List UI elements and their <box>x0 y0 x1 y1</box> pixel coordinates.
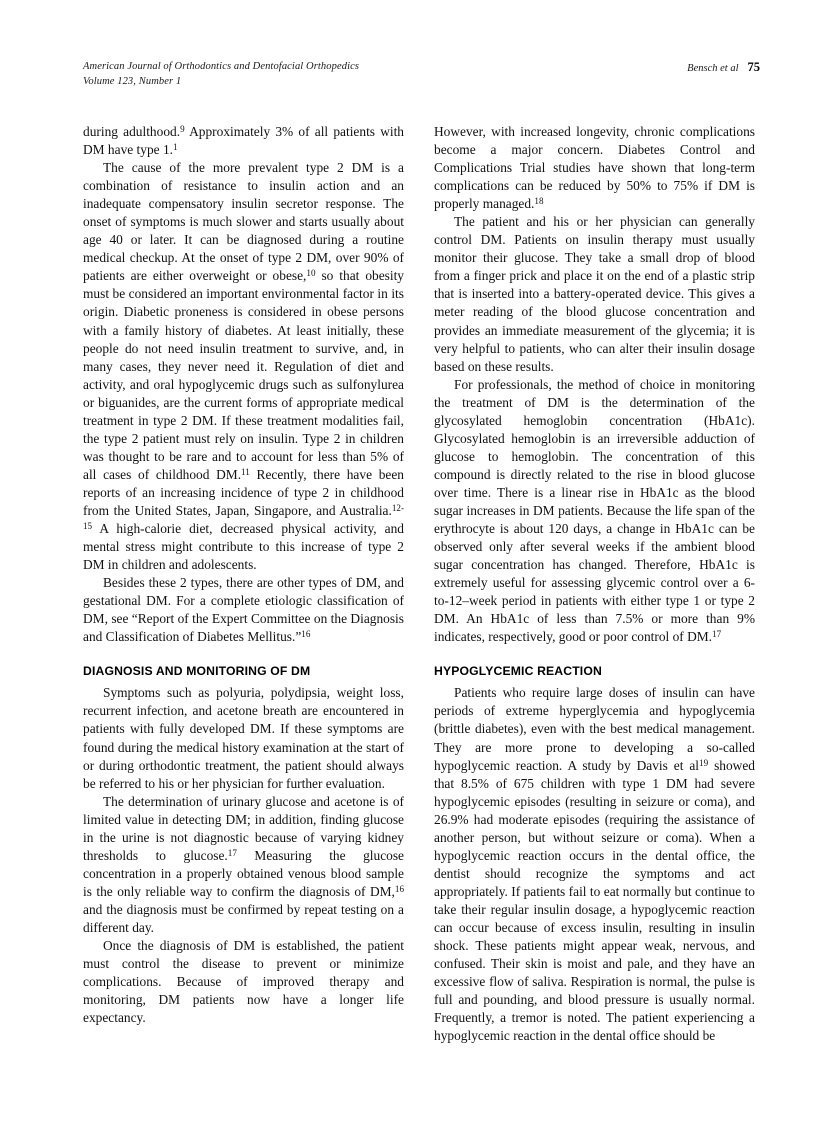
reference-marker: 9 <box>180 123 185 134</box>
reference-marker: 17 <box>227 847 237 858</box>
paragraph: For professionals, the method of choice in monitoring the treatment of DM is the determination of the glycosylated hemoglobin concentration (HbA1c). Glycosylated hemoglobin is an irreversible adduction of glucose to hemoglobin. The concentration of this compound is directly related to the rise in blood glucose over time. There is a linear rise in HbA1c as the blood sugar increases in DM patients. Because the life span of the erythrocyte is about 120 days, a change in HbA1c can be observed only after several weeks if the ambient blood sugar concentration has changed. Therefore, HbA1c is extremely useful for assessing glycemic control over a 6-to-12–week period in patients with either type 1 or type 2 DM. An HbA1c of less than 7.5% or more than 9% indicates, respectively, good or poor control of DM.$^{17}$ <box>434 376 755 645</box>
running-head-right <box>687 60 760 77</box>
paragraph: Symptoms such as polyuria, polydipsia, weight loss, recurrent infection, and acetone breath are encountered in patients with fully developed DM. If these symptoms are found during the medical history examination at the start of or during orthodontic treatment, the patient should always be referred to his or her physician for further evaluation. <box>83 685 404 791</box>
heading-spacer-top-right <box>434 646 755 662</box>
right-column <box>434 123 755 1045</box>
reference-marker: 10 <box>306 268 316 279</box>
paragraph: The patient and his or her physician can generally control DM. Patients on insulin therapy must usually monitor their glucose. They take a small drop of blood from a finger prick and place it on the end of a plastic strip that is inserted into a battery-operated device. This gives a meter reading of the blood glucose concentration and provides an immediate measurement of the glycemia; it is very helpful to patients, who can alter their insulin dosage based on these results. <box>434 214 755 374</box>
paragraph: Patients who require large doses of insulin can have periods of extreme hyperglycemia and hypoglycemia (brittle diabetes), even with the best medical management. They are more prone to developing a so-called hypoglycemic reaction. A study by Davis et $al^{19}$ showed that 8.5% of 675 children with type 1 DM had severe hypoglycemic episodes (resulting in seizure or coma), and 26.9% had moderate episodes (requiring the assistance of another person, but without seizure or coma). When a hypoglycemic reaction occurs in the dental office, the dentist should recognize the symptoms and act appropriately. If patients fail to eat normally but continue to take their regular insulin dosage, a hypoglycemic reaction can occur because of excess insulin, resulting in insulin shock. These patients might appear weak, nervous, and confused. Their skin is moist and pale, and they have an excessive flow of saliva. Respiration is normal, the pulse is full and pounding, and blood pressure is usually normal. Frequently, a tremor is noted. The patient experiencing a hypoglycemic reaction in the dental office should be <box>434 685 755 1044</box>
left-column-paragraphs-before-heading <box>83 123 404 646</box>
paragraph: The determination of urinary glucose and acetone is of limited value in detecting DM; in addition, finding glucose in the urine is not diagnostic because of varying kidney thresholds to glucose.$^{17}$ Measuring the glucose concentration in a properly obtained venous blood sample is the only reliable way to confirm the diagnosis of DM,$^{16}$ and the diagnosis must be confirmed by repeat testing on a different day. <box>83 793 405 935</box>
page-number: 75 <box>747 60 760 74</box>
journal-volume-line: Volume 123, Number 1 <box>83 75 182 87</box>
body-columns <box>83 123 760 1045</box>
journal-title: American Journal of Orthodontics and Dentofacial Orthopedics <box>83 61 360 72</box>
paragraph: during adulthood.$^9$ Approximately 3% of all patients with DM have type 1.$^1$ <box>83 123 405 158</box>
left-column-paragraphs-after-heading <box>83 684 404 1027</box>
reference-marker: 17 <box>712 629 722 640</box>
paragraph: However, with increased longevity, chronic complications become a major concern. Diabetes Control and Complications Trial studies have shown that long-term complications can be reduced by 50% to 75% if DM is properly managed.$^{18}$ <box>434 124 755 212</box>
paragraph: Besides these 2 types, there are other types of DM, and gestational DM. For a complete etiologic classification of DM, see “Report of the Expert Committee on the Diagnosis and Classification of Diabetes Mellitus.”$^{16}$ <box>83 575 404 645</box>
reference-marker: 19 <box>699 757 709 768</box>
section-heading-diagnosis: DIAGNOSIS AND MONITORING OF DM <box>83 664 311 679</box>
section-heading-hypoglycemic: HYPOGLYCEMIC REACTION <box>434 664 602 679</box>
reference-marker: 12-15 <box>83 502 404 531</box>
reference-marker: 1 <box>173 141 178 152</box>
reference-marker: 18 <box>534 196 544 206</box>
right-column-paragraphs-after-heading <box>434 684 755 1045</box>
paragraph: The cause of the more prevalent type 2 DM is a combination of resistance to insulin action and an inadequate compensatory insulin secretor response. The onset of symptoms is much slower and starts usually about age 40 or later. It can be diagnosed during a routine medical checkup. At the onset of type 2 DM, over 90% of patients are either overweight or obese,$^{10}$ so that obesity must be considered an important environmental factor in its origin. Diabetic proneness is considered in obese persons with a family history of diabetes. At least initially, these people do not need insulin treatment to survive, and, in many cases, they never need it. Regulation of diet and activity, and oral hypoglycemic drugs such as sulfonylurea or biguanides, are the current forms of appropriate medical treatment in type 2 DM. If these treatment modalities fail, the type 2 patient must rely on insulin. Type 2 in children was thought to be rare and to account for less than 5% of all cases of childhood DM.$^{11}$ Recently, there have been reports of an increasing incidence of type 2 in childhood from the United States, Japan, Singapore, and Australia.$^{12-15}$ A high-calorie diet, decreased physical activity, and mental stress might contribute to this increase of type 2 DM in children and adolescents. <box>83 160 404 573</box>
running-head <box>83 60 760 94</box>
right-column-paragraphs-before-heading <box>434 123 755 646</box>
running-head-left <box>83 60 359 89</box>
heading-spacer-top <box>83 646 404 662</box>
reference-marker: 11 <box>241 466 250 477</box>
left-column <box>83 123 404 1045</box>
paragraph: Once the diagnosis of DM is established, the patient must control the disease to prevent or minimize complications. Because of improved therapy and monitoring, DM patients now have a longer life expectancy. <box>83 938 404 1026</box>
reference-marker: 16 <box>301 629 311 640</box>
reference-marker: 16 <box>394 883 404 894</box>
running-head-authors: Bensch et al <box>687 63 739 74</box>
